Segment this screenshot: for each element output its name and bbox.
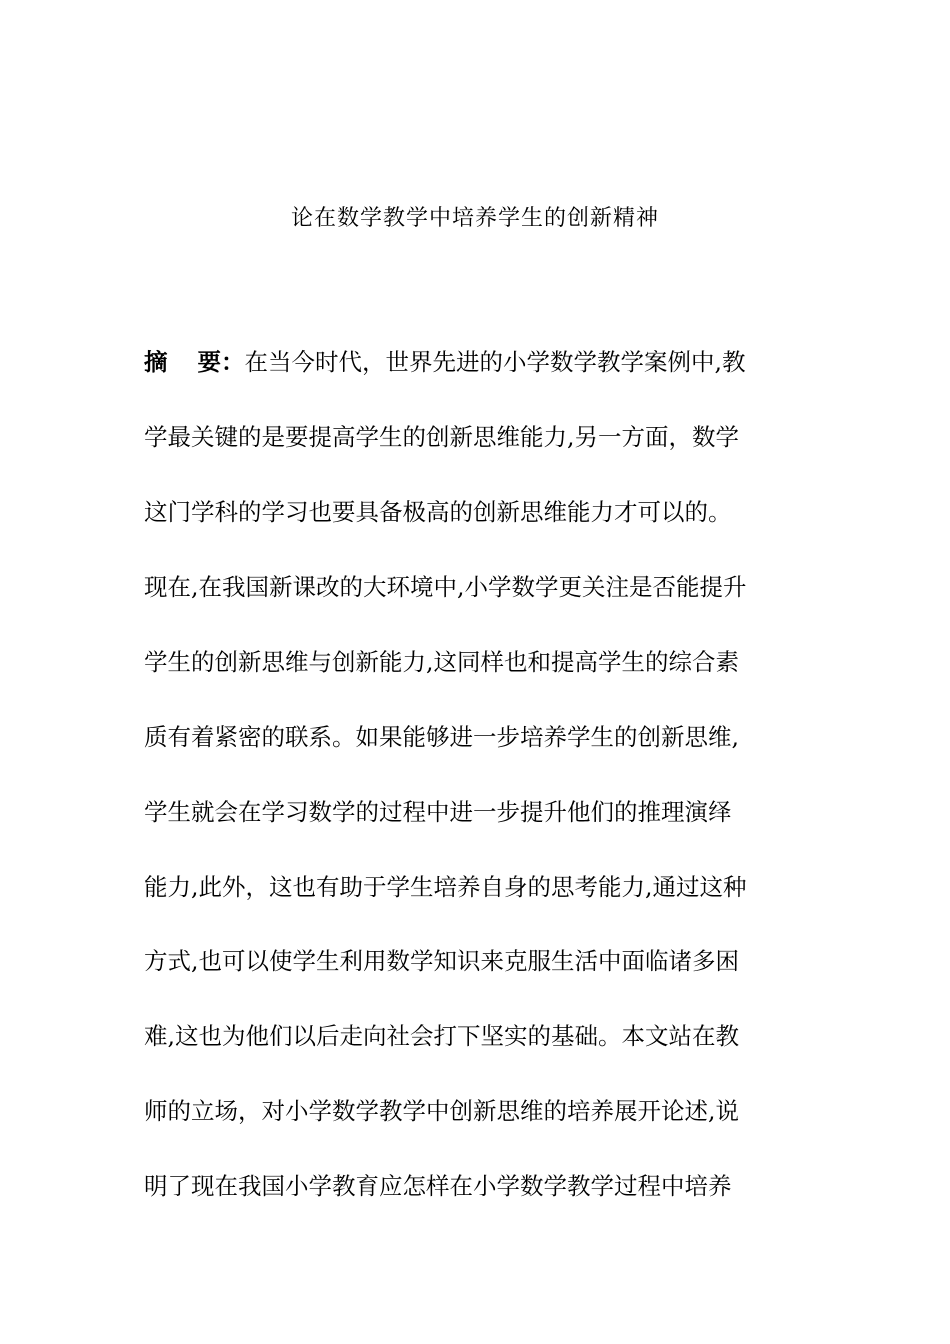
abstract-line-10: 难,这也为他们以后走向社会打下坚实的基础。本文站在教 — [144, 1022, 739, 1050]
abstract-line-11: 师的立场，对小学数学教学中创新思维的培养展开论述,说 — [144, 1097, 739, 1125]
abstract-line-6: 质有着紧密的联系。如果能够进一步培养学生的创新思维, — [144, 723, 739, 751]
abstract-line-8: 能力,此外，这也有助于学生培养自身的思考能力,通过这种 — [144, 873, 747, 901]
abstract-line-4: 现在,在我国新课改的大环境中,小学数学更关注是否能提升 — [144, 573, 747, 601]
abstract-line-9: 方式,也可以使学生利用数学知识来克服生活中面临诸多困 — [144, 947, 739, 975]
abstract-line-5: 学生的创新思维与创新能力,这同样也和提高学生的综合素 — [144, 648, 739, 676]
abstract-line-1 — [144, 346, 806, 378]
document-title: 论在数学教学中培养学生的创新精神 — [290, 206, 659, 231]
abstract-line-12: 明了现在我国小学教育应怎样在小学数学教学过程中培养 — [144, 1172, 732, 1200]
abstract-label-char2: 要： — [197, 348, 245, 376]
abstract-line-7: 学生就会在学习数学的过程中进一步提升他们的推理演绎 — [144, 798, 732, 826]
abstract-line-2: 学最关键的是要提高学生的创新思维能力,另一方面，数学 — [144, 423, 739, 451]
abstract-line-text: 在当今时代，世界先进的小学数学教学案例中,教 — [244, 348, 746, 376]
abstract-label-char1: 摘 — [144, 348, 168, 376]
abstract-line-3: 这门学科的学习也要具备极高的创新思维能力才可以的。 — [144, 498, 732, 526]
